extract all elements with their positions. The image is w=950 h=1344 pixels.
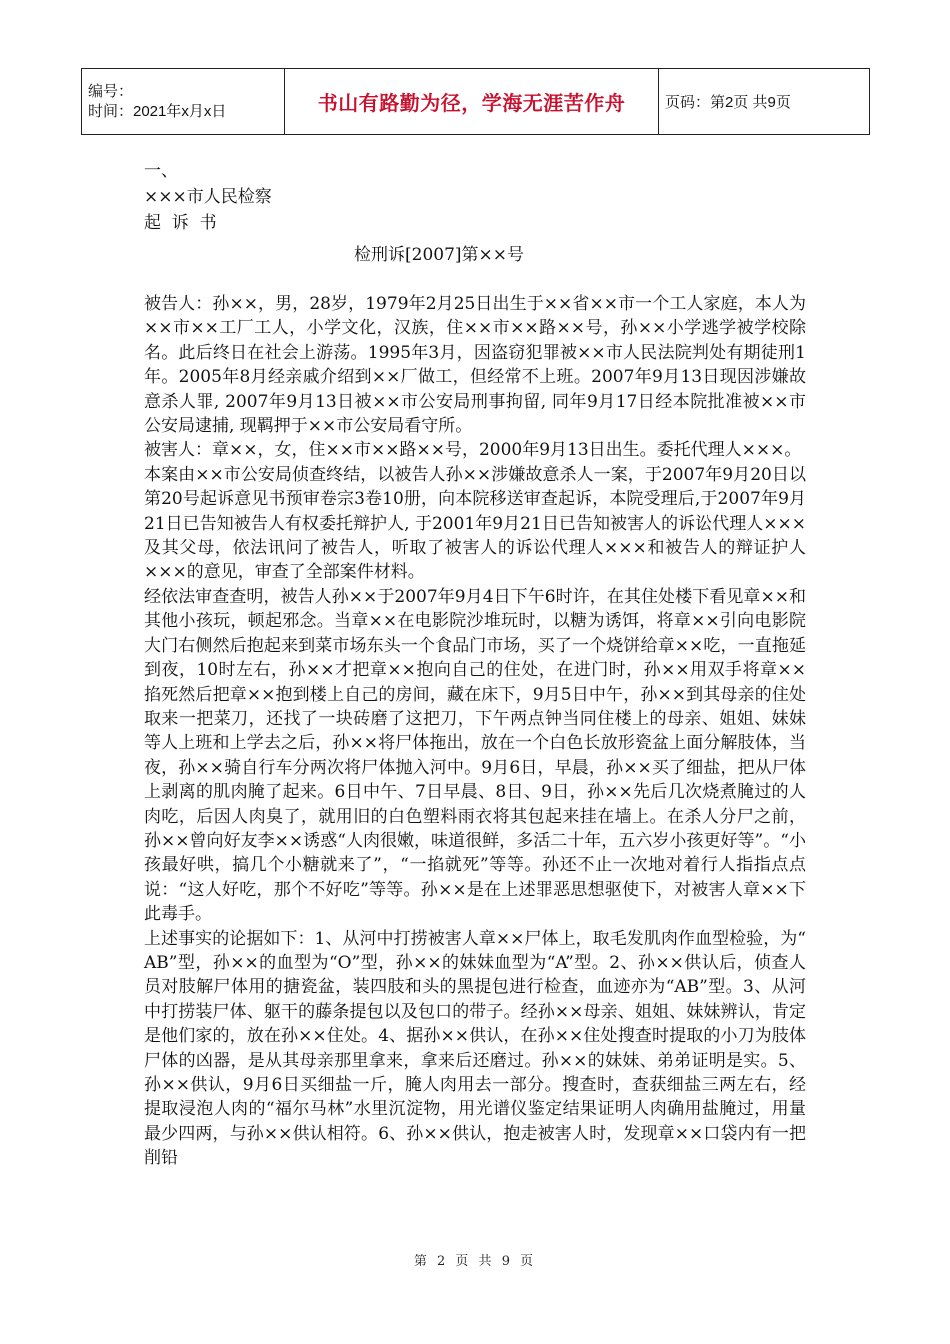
header-meta-cell: [82, 69, 285, 135]
header-motto-cell: [285, 69, 659, 135]
paragraph-victim: 被害人：章××，女，住××市××路××号，2000年9月13日出生。委托代理人×××。: [144, 440, 802, 461]
document-body: [144, 158, 806, 1171]
page-footer: 第 2 页 共 9 页: [413, 1254, 537, 1269]
time-label: 时间：2021年x月x日: [88, 102, 227, 120]
paragraph-facts: 经依法审查查明，被告人孙××于2007年9月4日下午6时许，在其住处楼下看见章××和其他小孩玩，顿起邪念。当章××在电影院沙堆玩时，以糖为诱饵，将章××引向电影院大门右侧然后抱起来到菜市场东头一个食品门市场，买了一个烧饼给章××吃，一直拖延到夜，10时左右，孙××才把章××抱向自己的住处，在进门时，孙××用双手将章××掐死然后把章××抱到楼上自己的房间，藏在床下，9月5日中午，孙××到其母亲的住处取来一把菜刀，还找了一块砖磨了这把刀，下午两点钟当同住楼上的母亲、姐姐、妹妹等人上班和上学去之后，孙××将尸体拖出，放在一个白色长放形瓷盆上面分解肢体，当夜，孙××骑自行车分两次将尸体抛入河中。9月6日，早晨，孙××买了细盐，把从尸体上剥离的肌肉腌了起来。6日中午、7日早晨、8日、9日，孙××先后几次烧煮腌过的人肉吃，后因人肉臭了，就用旧的白色塑料雨衣将其包起来挂在墙上。在杀人分尸之前，孙××曾向好友李××诱惑“人肉很嫩，味道很鲜，多活二十年，五六岁小孩更好等”。“小孩最好哄，搞几个小糖就来了”，“一掐就死”等等。孙还不止一次地对着行人指指点点说：“这人好吃，那个不好吃”等等。孙××是在上述罪恶思想驱使下，对被害人章××下此毒手。: [144, 586, 806, 925]
motto-text: 书山有路勤为径，学海无涯苦作舟: [317, 91, 626, 115]
authority-name: ×××市人民检察: [144, 187, 272, 207]
document-title: 起 诉 书: [144, 213, 217, 233]
document-number: 检刑诉[2007]第××号: [354, 245, 525, 265]
paragraph-evidence: 上述事实的论据如下：1、从河中打捞被害人章××尸体上，取毛发肌肉作血型检验，为“ AB”型，孙××的血型为“O”型，孙××的妹妹血型为“A”型。2、孙××供认后，侦查人员对肢解尸体用的搪瓷盆，装四肢和头的黑提包进行检查，血迹亦为“AB”型。3、从河中打捞装尸体、躯干的藤条提包以及包口的带子。经孙××母亲、姐姐、妹妹辨认，肯定是他们家的，放在孙××住处。4、据孙××供认，在孙××住处搜查时提取的小刀为肢体尸体的凶器，是从其母亲那里拿来，拿来后还磨过。孙××的妹妹、弟弟证明是实。5、孙××供认，9月6日买细盐一斤，腌人肉用去一部分。搜查时，查获细盐三两左右，经提取浸泡人肉的“福尔马林”水里沉淀物，用光谱仪鉴定结果证明人肉确用盐腌过，用量最少四两，与孙××供认相符。6、孙××供认，抱走被害人时，发现章××口袋内有一把削铅: [144, 928, 806, 1169]
section-number: 一、: [144, 161, 178, 181]
paragraph-case-procedure: 本案由××市公安局侦查终结，以被告人孙××涉嫌故意杀人一案，于2007年9月20日以第20号起诉意见书预审卷宗3卷10册，向本院移送审查起诉，本院受理后,于2007年9月21日已告知被告人有权委托辩护人, 于2001年9月21日已告知被害人的诉讼代理人×××及其父母，依法讯问了被告人，听取了被害人的诉讼代理人×××和被告人的辩证护人×××的意见，审查了全部案件材料。: [144, 464, 806, 583]
header-page-info: 页码：第2页 共9页: [659, 69, 870, 135]
paragraph-defendant: 被告人：孙××，男，28岁，1979年2月25日出生于××省××市一个工人家庭，本人为××市××工厂工人，小学文化，汉族，住××市××路××号，孙××小学逃学被学校除名。此后终日在社会上游荡。1995年3月，因盗窃犯罪被××市人民法院判处有期徒刑1年。2005年8月经亲戚介绍到××厂做工，但经常不上班。2007年9月13日现因涉嫌故意杀人罪, 2007年9月13日被××市公安局刑事拘留, 同年9月17日经本院批准被××市公安局逮捕, 现羁押于××市公安局看守所。: [144, 294, 806, 437]
serial-label: 编号：: [88, 82, 134, 100]
header-table: [81, 68, 870, 135]
